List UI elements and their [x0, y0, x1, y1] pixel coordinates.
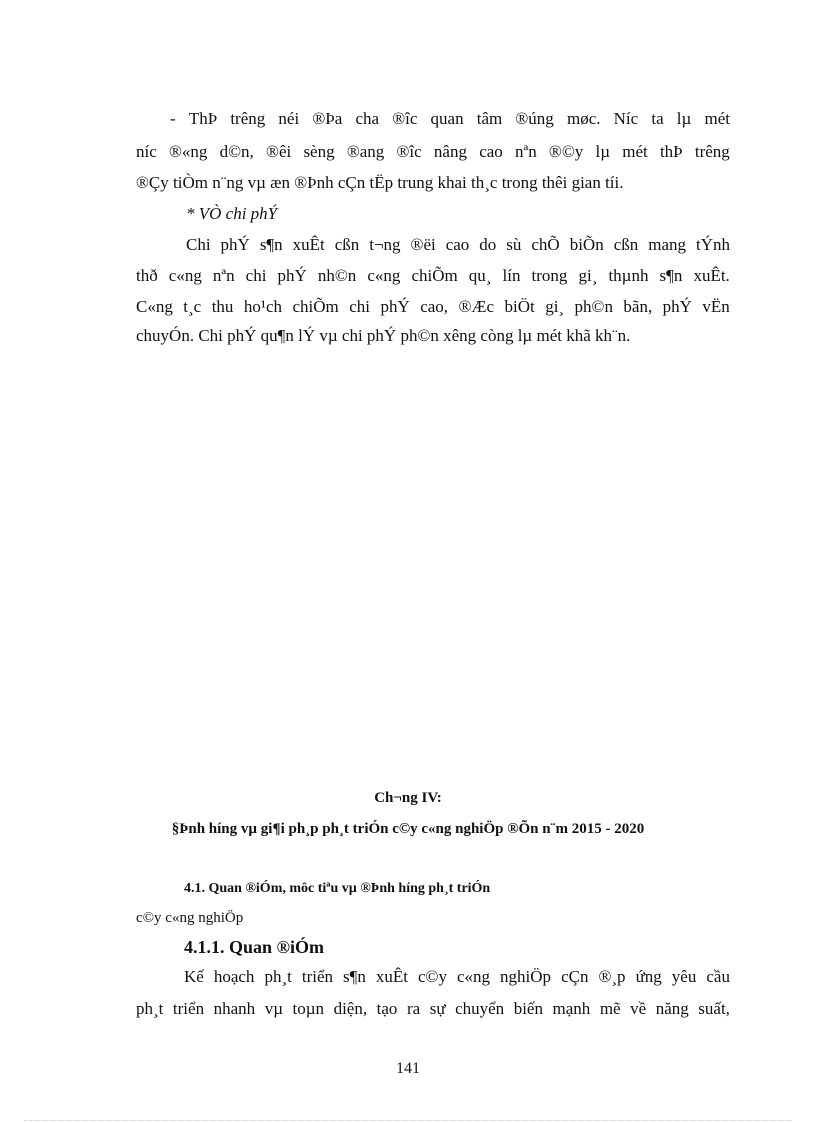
word: quan	[430, 109, 464, 128]
word: do	[479, 235, 497, 254]
word: ®ëi	[410, 235, 436, 254]
word: xuÊt	[375, 967, 408, 986]
word: sèng	[303, 142, 335, 161]
word: hoạch	[213, 967, 255, 986]
word: tÝnh	[695, 235, 730, 254]
word: lµ	[595, 142, 611, 161]
word: thð	[136, 266, 158, 285]
word: tạo	[376, 999, 398, 1018]
word: yêu	[671, 967, 697, 986]
word: phÝ	[662, 297, 692, 316]
word: diện,	[333, 999, 368, 1018]
paragraph-line: chuyÓn. Chi phÝ qu¶n lÝ vµ chi phÝ ph©n xêng còng lµ mét khã kh¨n.	[136, 326, 631, 345]
paragraph-line	[136, 998, 730, 1020]
word: mẽ	[599, 999, 621, 1018]
word: triển	[301, 967, 334, 986]
word: suất,	[698, 999, 730, 1018]
word: vËn	[702, 297, 730, 316]
word: nâng	[433, 142, 467, 161]
word: trêng	[230, 109, 266, 128]
word: ®ang	[346, 142, 385, 161]
word: biÕn	[569, 235, 604, 254]
word: néi	[278, 109, 300, 128]
word: gi¸	[545, 297, 565, 316]
word: xuÊt	[292, 235, 325, 254]
word: toµn	[292, 999, 325, 1018]
word: tâm	[476, 109, 503, 128]
word: ta	[651, 109, 664, 128]
word: vµ	[264, 999, 283, 1018]
word: ph¸t	[136, 999, 164, 1018]
word: chiÕm	[292, 297, 339, 316]
word: Níc	[613, 109, 639, 128]
word: ®îc	[396, 142, 422, 161]
word: ®îc	[392, 109, 418, 128]
word: thÞ	[659, 142, 683, 161]
word: nªn	[515, 142, 537, 161]
word: biÖt	[504, 297, 535, 316]
word: ®úng	[515, 109, 554, 128]
section-4-1-heading: 4.1. Quan ®iÓm, môc tiªu vµ ®Þnh híng ph¸t triÓn	[184, 881, 491, 896]
word: c«ng	[456, 967, 491, 986]
word: Chi	[186, 235, 211, 254]
paragraph-line	[186, 234, 730, 256]
word: mạnh	[552, 999, 591, 1018]
word: xuÊt.	[693, 266, 730, 285]
word: gi¸	[578, 266, 598, 285]
page-bottom-divider	[24, 1120, 792, 1121]
word: sù	[506, 235, 522, 254]
word: møc.	[566, 109, 601, 128]
word: ®êi	[266, 142, 292, 161]
word: thu	[211, 297, 234, 316]
word: ®©y	[548, 142, 584, 161]
page-number: 141	[396, 1060, 420, 1077]
word: cao	[479, 142, 503, 161]
chapter-title: §Þnh híng vµ gi¶i ph¸p ph¸t triÓn c©y c«ng nghiÖp ®Õn n¨m 2015 - 2020	[171, 821, 645, 837]
word: phÝ	[277, 266, 307, 285]
word: cßn	[613, 235, 639, 254]
word: về	[630, 999, 647, 1018]
paragraph-line	[136, 265, 730, 287]
word: bãn,	[623, 297, 653, 316]
word: cao	[445, 235, 470, 254]
word: t¸c	[183, 297, 202, 316]
word: s¶n	[259, 235, 283, 254]
word: mét	[622, 142, 648, 161]
section-heading: * VÒ chi phÝ	[186, 204, 278, 223]
word: cßn	[334, 235, 360, 254]
word: mét	[704, 109, 730, 128]
word: c©y	[418, 967, 447, 986]
word: năng	[655, 999, 689, 1018]
word: d©n,	[219, 142, 254, 161]
paragraph-line	[170, 108, 730, 130]
word: cầu	[706, 967, 730, 986]
paragraph-line	[136, 141, 730, 163]
word: biến	[513, 999, 543, 1018]
word: ho¹ch	[243, 297, 283, 316]
word: cao,	[420, 297, 449, 316]
word: ®Þa	[312, 109, 343, 128]
word: ph©n	[574, 297, 613, 316]
word: cha	[355, 109, 380, 128]
section-4-1-heading-continued: c©y c«ng nghiÖp	[136, 910, 244, 926]
word: ®¸p	[598, 967, 626, 986]
chapter-label: Ch¬ng IV:	[374, 790, 442, 806]
word: nªn	[212, 266, 235, 285]
word: t¬ng	[369, 235, 401, 254]
word: chiÕm	[411, 266, 458, 285]
word: chi	[245, 266, 267, 285]
word: nghiÖp	[500, 967, 552, 986]
word: lµ	[676, 109, 692, 128]
word: c«ng	[168, 266, 202, 285]
word: ra	[406, 999, 421, 1018]
word: s¶n	[343, 967, 366, 986]
word: ứng	[635, 967, 662, 986]
word: trong	[531, 266, 568, 285]
word: trêng	[694, 142, 730, 161]
word: ®Æc	[458, 297, 495, 316]
word: phÝ	[220, 235, 250, 254]
word: chi	[349, 297, 370, 316]
word: ph¸t	[264, 967, 292, 986]
word: sự	[429, 999, 446, 1018]
word: s¶n	[659, 266, 683, 285]
paragraph-line: ®Çy tiÒm n¨ng vµ æn ®Þnh cÇn tËp trung khai th¸c trong thêi gian tíi.	[136, 173, 624, 192]
word: chuyển	[455, 999, 505, 1018]
word: nh©n	[317, 266, 357, 285]
word: C«ng	[136, 297, 173, 316]
word: phÝ	[380, 297, 410, 316]
word: níc	[136, 142, 157, 161]
word: c«ng	[367, 266, 401, 285]
word: chÕ	[531, 235, 560, 254]
section-4-1-1-heading: 4.1.1. Quan ®iÓm	[184, 937, 324, 957]
word: nhanh	[213, 999, 256, 1018]
word: Kế	[184, 967, 204, 986]
word: ThÞ	[188, 109, 218, 128]
paragraph-line	[184, 966, 730, 988]
word: qu¸	[468, 266, 492, 285]
word: -	[170, 109, 176, 128]
word: thµnh	[608, 266, 649, 285]
word: mang	[648, 235, 686, 254]
paragraph-line	[136, 296, 730, 318]
word: lín	[502, 266, 521, 285]
word: cÇn	[561, 967, 589, 986]
word: triển	[172, 999, 205, 1018]
word: ®«ng	[169, 142, 208, 161]
